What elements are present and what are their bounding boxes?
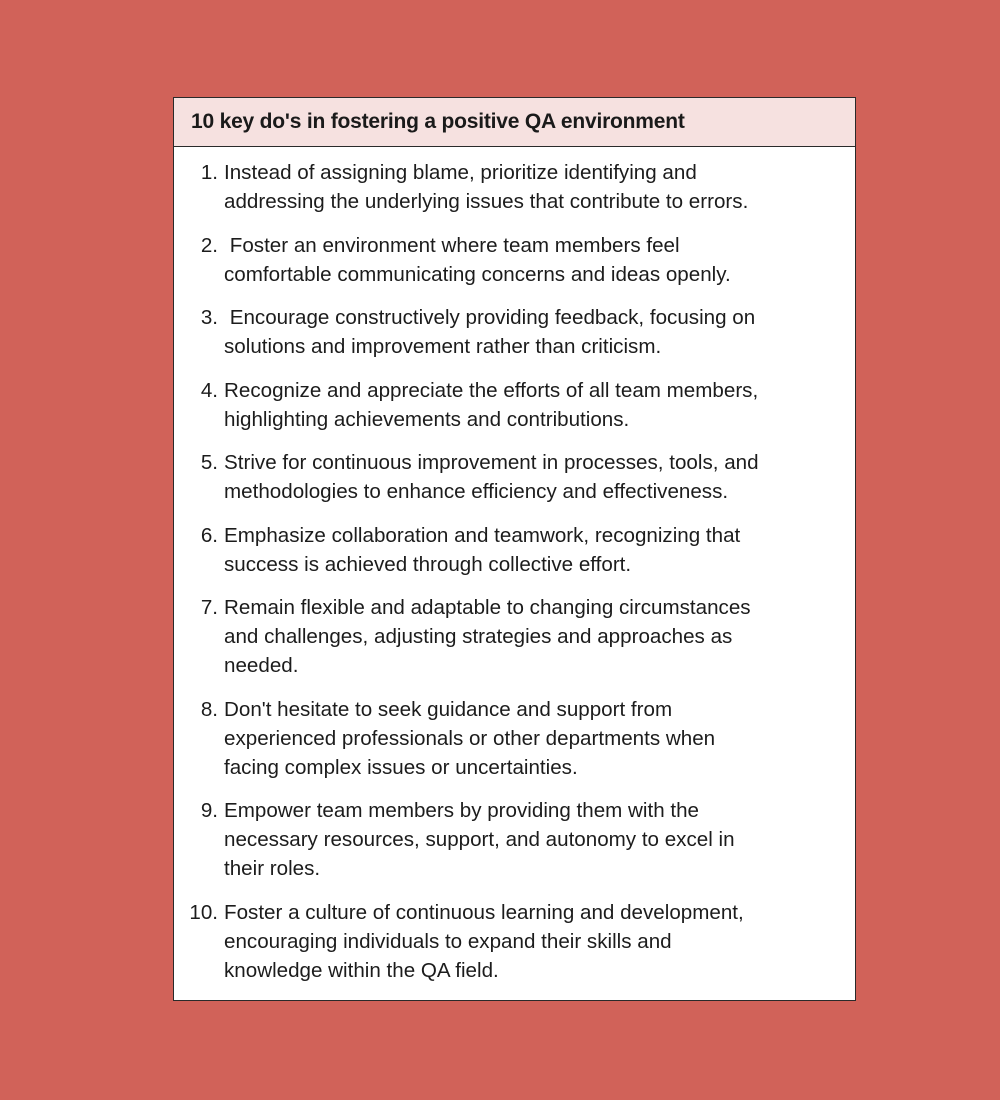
item-text: Foster a culture of continuous learning and development, encouraging individuals to expand their skills and knowledge within the QA field. [224,900,744,982]
list-item [174,448,837,506]
list-item [174,695,837,782]
item-text: Empower team members by providing them with the necessary resources, support, and autonomy to excel in their roles. [224,799,735,880]
list-item [174,521,837,579]
item-number: 8. [200,697,218,721]
list-item [174,158,837,216]
item-text: Don't hesitate to seek guidance and support from experienced professionals or other departments when facing complex issues or uncertainties. [224,697,716,779]
item-text: Encourage constructively providing feedback, focusing on solutions and improvement rather than criticism. [224,306,756,358]
item-number: 4. [200,378,218,402]
item-text: Strive for continuous improvement in processes, tools, and methodologies to enhance efficiency and effectiveness. [224,451,759,503]
list-item [174,303,837,361]
card-header [174,98,855,147]
item-number: 5. [200,451,218,474]
item-number: 7. [200,596,218,619]
item-number: 9. [200,799,218,822]
list-item [174,796,837,883]
dos-list [174,147,855,985]
item-number: 2. [200,233,218,257]
item-text: Recognize and appreciate the efforts of all team members, highlighting achievements and contributions. [224,378,759,431]
item-number: 10. [189,900,218,924]
list-item [174,898,837,985]
dos-card [173,97,856,1001]
item-text: Foster an environment where team members feel comfortable communicating concerns and ideas openly. [224,233,731,286]
item-text: Emphasize collaboration and teamwork, recognizing that success is achieved through collective effort. [224,523,741,576]
item-number: 3. [200,306,218,329]
item-text: Instead of assigning blame, prioritize identifying and addressing the underlying issues that contribute to errors. [224,161,749,213]
list-item [174,593,837,680]
card-title: 10 key do's in fostering a positive QA environment [191,110,685,133]
item-text: Remain flexible and adaptable to changing circumstances and challenges, adjusting strategies and approaches as needed. [224,596,751,677]
item-number: 6. [200,523,218,547]
list-item [174,231,837,289]
item-number: 1. [200,161,218,184]
list-item [174,376,837,434]
